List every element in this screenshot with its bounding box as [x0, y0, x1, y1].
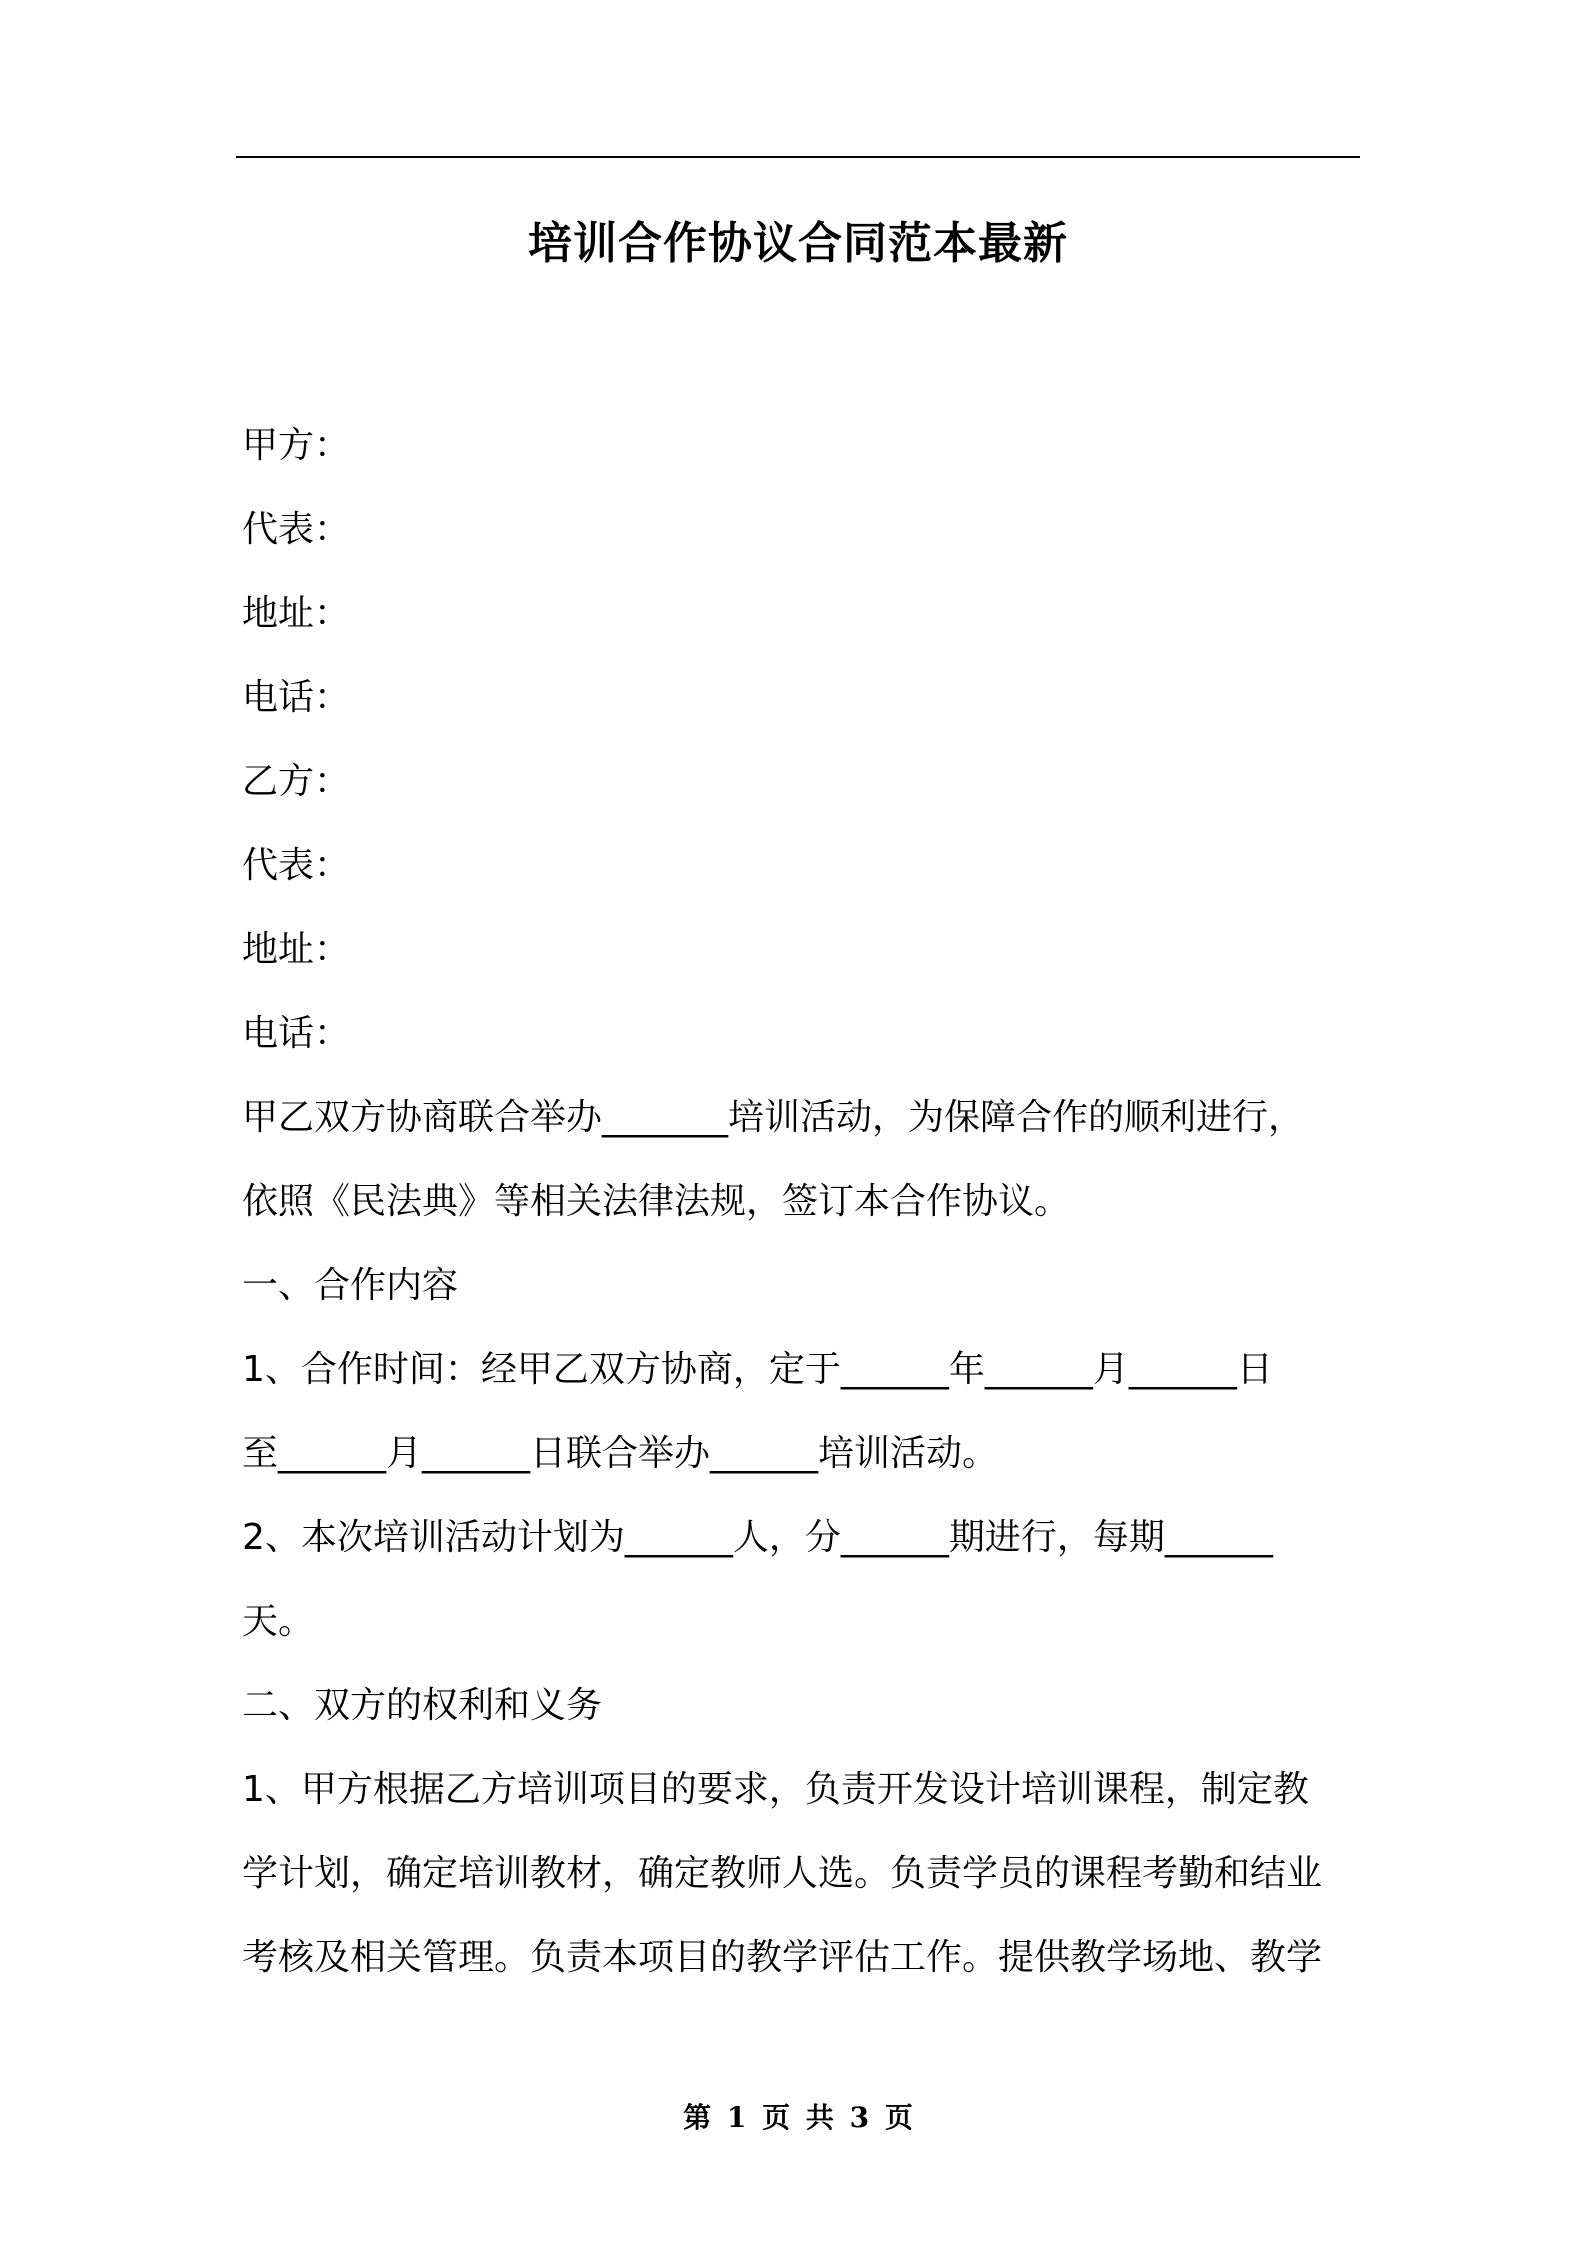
- party-a-label: 甲方：: [242, 425, 351, 466]
- preamble-line: 依照《民法典》等相关法律法规，签订本合作协议。: [242, 1181, 1071, 1222]
- clause-line: 2、本次培训活动计划为______人，分______期进行，每期______: [242, 1517, 1273, 1558]
- party-b-label: 乙方：: [242, 761, 351, 802]
- clause-line: 1、甲方根据乙方培训项目的要求，负责开发设计培训课程，制定教: [242, 1769, 1309, 1810]
- header-rule: [236, 156, 1360, 158]
- section-heading: 二、双方的权利和义务: [242, 1685, 603, 1726]
- party-a-representative: 代表：: [242, 509, 351, 550]
- preamble-line: 甲乙双方协商联合举办_______培训活动，为保障合作的顺利进行，: [242, 1097, 1305, 1138]
- party-b-representative: 代表：: [242, 845, 351, 886]
- party-b-address: 地址：: [242, 929, 351, 970]
- clause-line: 天。: [242, 1601, 315, 1642]
- party-b-phone: 电话：: [242, 1013, 351, 1054]
- clause-line: 1、合作时间：经甲乙双方协商，定于______年______月______日: [242, 1349, 1273, 1390]
- document-title: 培训合作协议合同范本最新: [528, 218, 1068, 269]
- section-heading: 一、合作内容: [242, 1265, 459, 1306]
- clause-line: 学计划，确定培训教材，确定教师人选。负责学员的课程考勤和结业: [242, 1853, 1323, 1894]
- party-a-phone: 电话：: [242, 677, 351, 718]
- clause-line: 至______月______日联合举办______培训活动。: [242, 1433, 999, 1474]
- clause-line: 考核及相关管理。负责本项目的教学评估工作。提供教学场地、教学: [242, 1937, 1323, 1978]
- document-body: [242, 404, 1360, 2000]
- party-a-address: 地址：: [242, 593, 351, 634]
- page-number-footer: 第 1 页 共 3 页: [683, 2101, 913, 2134]
